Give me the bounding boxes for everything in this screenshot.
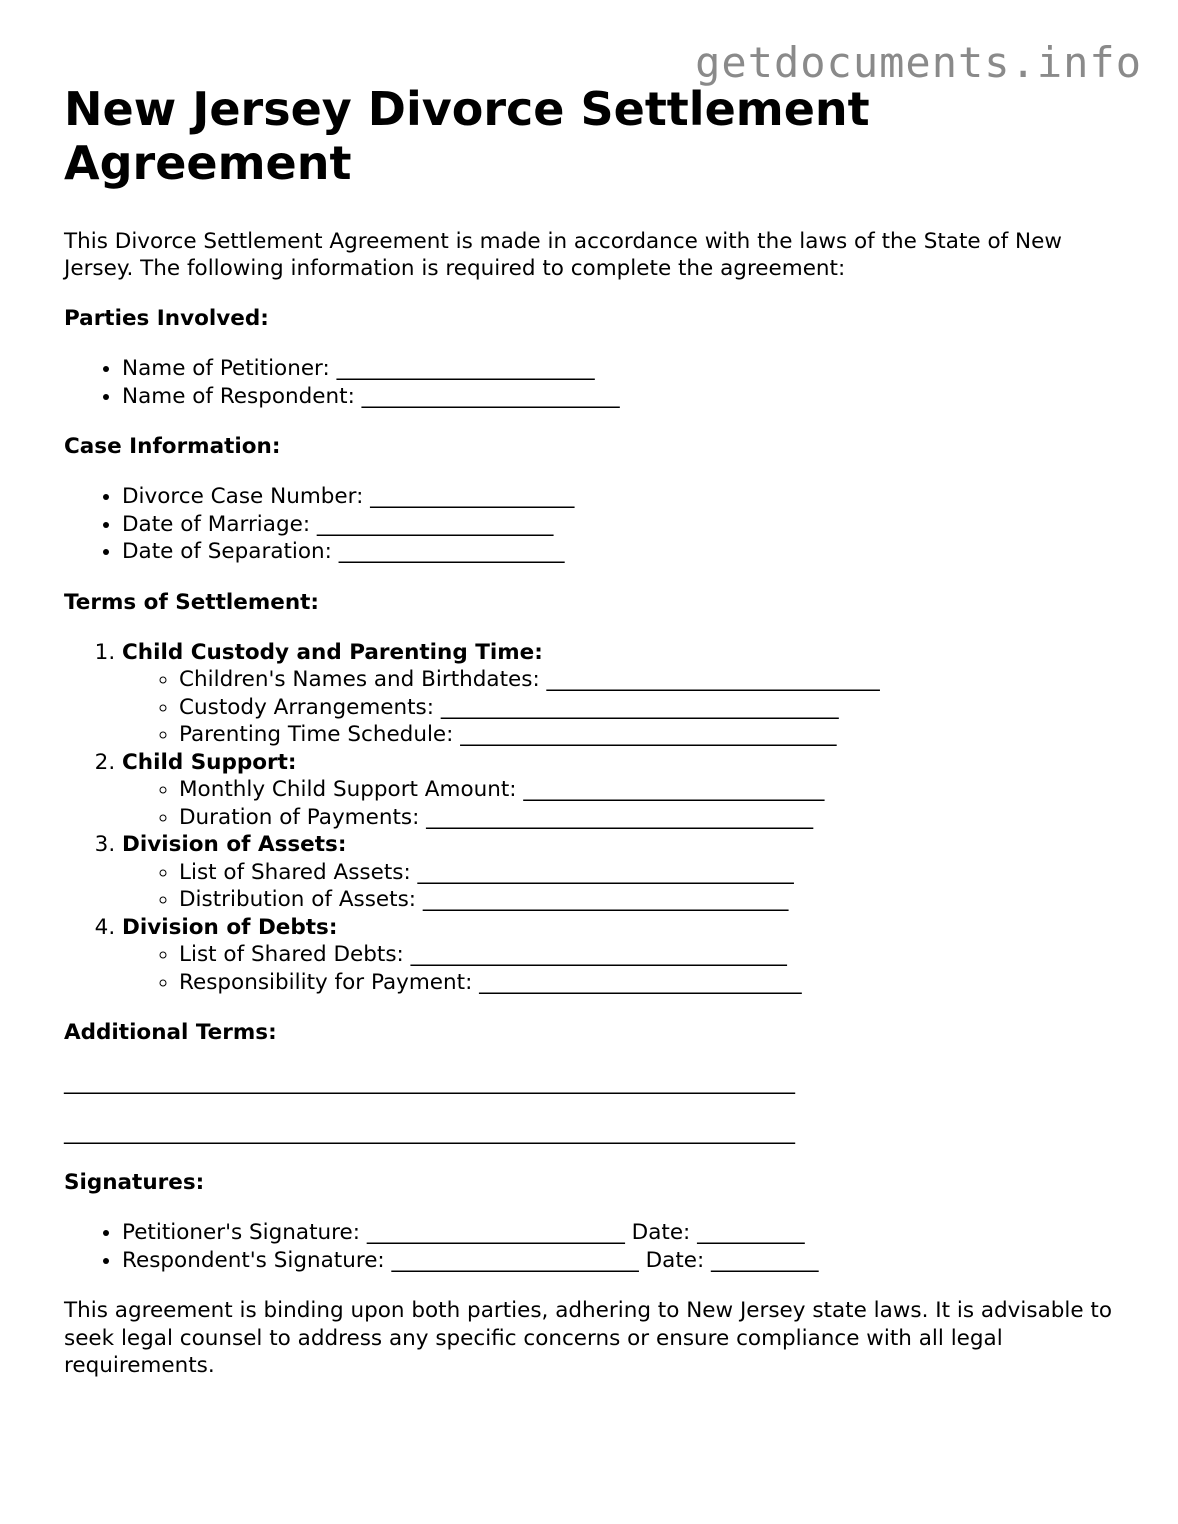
term-subitem: ◦ List of Shared Assets: ___________________________________ — [179, 859, 1124, 887]
signatures-section — [64, 1169, 1124, 1274]
blank-line: ____________________________________________________________________ — [64, 1120, 795, 1145]
additional-terms-lines — [64, 1069, 1124, 1146]
closing-paragraph: This agreement is binding upon both parties, adhering to New Jersey state laws. It is advisable to seek legal counsel to address any specific concerns or ensure compliance with all legal requirements. — [64, 1298, 1113, 1378]
signatures-list — [64, 1219, 1124, 1274]
blank-line: ____________________________________________________________________ — [64, 1070, 795, 1095]
terms-heading: Terms of Settlement: — [64, 589, 320, 615]
terms-section — [64, 589, 1124, 997]
term-subitem: ◦ Monthly Child Support Amount: ____________________________ — [179, 776, 1124, 804]
document-page — [64, 82, 1124, 1401]
case-section — [64, 433, 1124, 566]
separation-date-field: • Date of Separation: _____________________ — [122, 538, 1124, 566]
case-number-field: • Divorce Case Number: ___________________ — [122, 483, 1124, 511]
term-sublist — [122, 941, 1124, 996]
term-label: Division of Debts: — [122, 914, 338, 940]
signatures-heading: Signatures: — [64, 1170, 205, 1195]
respondent-signature-field: • Respondent's Signature: _______________________ Date: __________ — [122, 1247, 1124, 1275]
term-subitem: ◦ Parenting Time Schedule: ___________________________________ — [179, 721, 1124, 749]
term-item — [122, 831, 1124, 914]
term-label: Child Custody and Parenting Time: — [122, 639, 543, 665]
term-item — [122, 914, 1124, 997]
term-sublist — [122, 859, 1124, 914]
parties-list — [64, 355, 1124, 410]
parties-heading: Parties Involved: — [64, 306, 269, 331]
marriage-date-field: • Date of Marriage: ______________________ — [122, 511, 1124, 539]
term-subitem: ◦ Children's Names and Birthdates: _______________________________ — [179, 666, 1124, 694]
term-subitem: ◦ List of Shared Debts: ___________________________________ — [179, 941, 1124, 969]
watermark: getdocuments.info — [695, 38, 1142, 87]
case-heading: Case Information: — [64, 434, 281, 459]
parties-section — [64, 305, 1124, 410]
case-list — [64, 483, 1124, 566]
document-title: New Jersey Divorce Settlement Agreement — [64, 82, 870, 190]
term-subitem: ◦ Responsibility for Payment: ______________________________ — [179, 969, 1124, 997]
term-item — [122, 749, 1124, 832]
term-label: Child Support: — [122, 749, 297, 775]
term-item — [122, 639, 1124, 749]
intro-paragraph: This Divorce Settlement Agreement is made in accordance with the laws of the State of New Jersey. The following information is required to complete the agreement: — [64, 229, 1062, 281]
petitioner-name-field: • Name of Petitioner: ________________________ — [122, 355, 1124, 383]
term-subitem: ◦ Distribution of Assets: __________________________________ — [179, 886, 1124, 914]
additional-terms-section — [64, 1019, 1124, 1146]
term-sublist — [122, 776, 1124, 831]
respondent-name-field: • Name of Respondent: ________________________ — [122, 383, 1124, 411]
petitioner-signature-field: • Petitioner's Signature: ________________________ Date: __________ — [122, 1219, 1124, 1247]
term-label: Division of Assets: — [122, 832, 347, 857]
additional-terms-heading: Additional Terms: — [64, 1020, 277, 1045]
terms-list — [64, 639, 1124, 997]
term-subitem: ◦ Duration of Payments: ____________________________________ — [179, 804, 1124, 832]
term-sublist — [122, 666, 1124, 749]
term-subitem: ◦ Custody Arrangements: _____________________________________ — [179, 694, 1124, 722]
